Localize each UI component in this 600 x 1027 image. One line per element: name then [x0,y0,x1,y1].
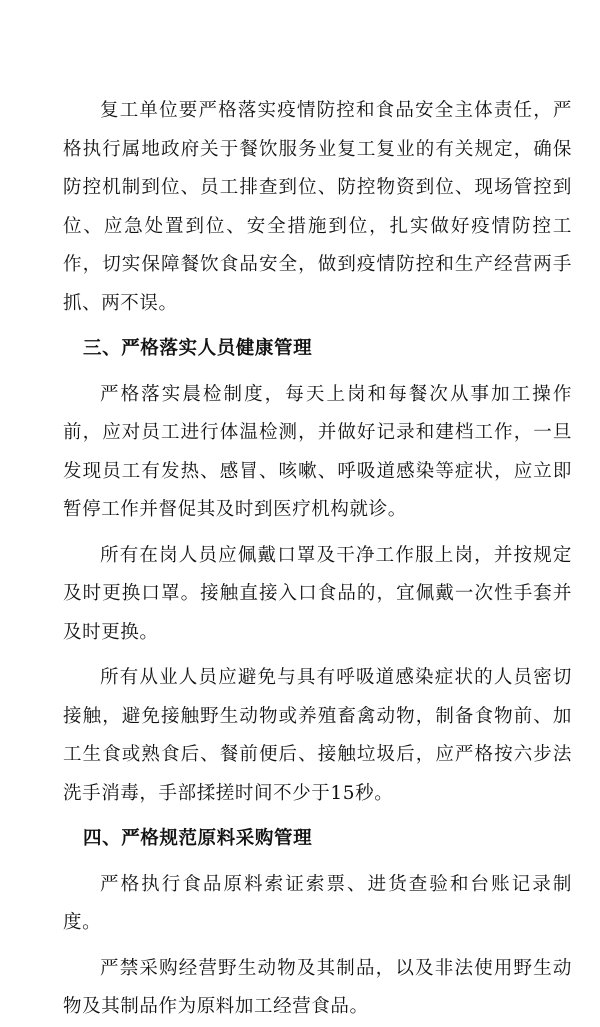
section-heading-staff-health: 三、严格落实人员健康管理 [83,338,313,359]
paragraph-handwashing: 所有从业人员应避免与具有呼吸道感染症状的人员密切接触，避免接触野生动物或养殖畜禽动物，制备食物前、加工生食或熟食后、餐前便后、接触垃圾后，应严格按六步法洗手消毒，手部揉搓时间不少于15秒。 [63,667,572,804]
paragraph-masks: 所有在岗人员应佩戴口罩及干净工作服上岗，并按规定及时更换口罩。接触直接入口食品的，宜佩戴一次性手套并及时更换。 [63,544,572,643]
paragraph-wildlife-ban: 严禁采购经营野生动物及其制品，以及非法使用野生动物及其制品作为原料加工经营食品。 [63,957,572,1017]
section-heading-procurement: 四、严格规范原料采购管理 [83,828,313,849]
paragraph-resumption-responsibility: 复工单位要严格落实疫情防控和食品安全主体责任，严格执行属地政府关于餐饮服务业复工复业的有关规定，确保防控机制到位、员工排查到位、防控物资到位、现场管控到位、应急处置到位、安全措施到位，扎实做好疫情防控工作，切实保障餐饮食品安全，做到疫情防控和生产经营两手抓、两不误。 [63,100,572,314]
paragraph-morning-check: 严格落实晨检制度，每天上岗和每餐次从事加工操作前，应对员工进行体温检测，并做好记录和建档工作，一旦发现员工有发热、感冒、咳嗽、呼吸道感染等症状，应立即暂停工作并督促其及时到医疗机构就诊。 [63,383,572,520]
paragraph-procurement-records: 严格执行食品原料索证索票、进货查验和台账记录制度。 [63,873,572,933]
